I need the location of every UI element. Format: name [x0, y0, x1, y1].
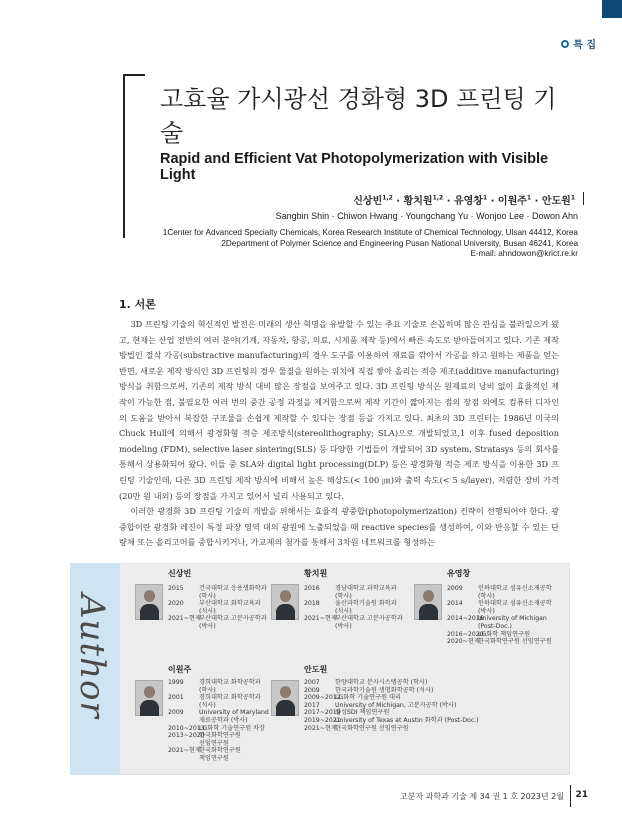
footer-divider	[570, 785, 571, 807]
paragraph: 이러한 광경화 3D 프린팅 기술의 개발을 위해서는 효율적 광중합(photopolymerization) 컨략이 선행되어야 한다. 광중합이란 광경화 레진이 특정 파장 영역 대의 광원에 노출되었을 때 reactive species를 생성하여, 이와 반응할 수 있는 단량체 또는 올리고머를 중합시키거나, 가교제의 첨가를 통해서 3차원 네트워크를 형성하는	[119, 506, 559, 548]
author-photo	[414, 584, 442, 620]
entry: 1999 경희대학교 화학공학과	[168, 679, 261, 686]
entry: 재료공학과 (박사)	[199, 716, 248, 724]
entry: 책임연구원	[199, 754, 229, 762]
entry: (박사)	[199, 622, 216, 630]
section-tag-label: 특 집	[573, 40, 596, 51]
entry: 2018 울산과학기술원 화학과	[304, 600, 397, 608]
entry: 2009~2012 LG화학 기술연구원 대리	[304, 694, 401, 702]
entry: 2017 University of Michigan, 고분자공학 (박사)	[304, 701, 457, 709]
author-entries	[168, 679, 269, 763]
entry: 선임연구원	[199, 739, 229, 747]
author-photo	[135, 680, 163, 716]
affiliations	[163, 228, 578, 260]
entry: 2019~2021 University of Texas at Austin 화학과 (Post-Doc.)	[304, 716, 479, 724]
entry: 2017~2019 삼성SDI 책임연구원	[304, 709, 390, 717]
author-entries	[304, 585, 403, 631]
korean-title: 고효율 가시광선 경화형 3D 프린팅 기술	[160, 85, 557, 147]
entry: (박사)	[335, 622, 352, 630]
section-heading: 1. 서론	[119, 298, 156, 311]
entry: 2014~2016 University of Michigan	[447, 615, 547, 623]
entry: 2021~현재 한국화학연구원 선임연구원	[304, 724, 409, 732]
title-frame-line	[123, 74, 145, 76]
entry: 2009 University of Maryland	[168, 709, 269, 717]
entry: (학사)	[199, 686, 216, 694]
body-text	[119, 317, 559, 551]
entry: 2013~2020 한국화학연구원	[168, 732, 241, 740]
entry: (석사)	[199, 607, 216, 615]
english-title: Rapid and Efficient Vat Photopolymerization with Visible Light	[160, 151, 549, 183]
entry: 2009 한국과학기술원 생명화학공학 (석사)	[304, 686, 434, 694]
entry: 2007 한양대학교 분자시스템공학 (학사)	[304, 679, 428, 686]
entry: 2021~현재 부산대학교 고분자공학과	[304, 615, 403, 623]
entry: 2021~현재 한국화학연구원	[168, 747, 241, 755]
entry: 2001 경희대학교 화학공학과	[168, 694, 261, 702]
entry: 2021~현재 부산대학교 고분자공학과	[168, 615, 267, 623]
entry: 2009 인하대학교 섬유신소재공학	[447, 585, 552, 592]
entry: (Post-Doc.)	[478, 622, 512, 630]
author-name: 유영창	[447, 569, 471, 578]
entry: (석사)	[199, 701, 216, 709]
authors-english: Sangbin Shin · Chiwon Hwang · Youngchang Yu · Wonjoo Lee · Dowon Ahn	[275, 211, 578, 221]
paragraph: 3D 프린팅 기술의 혁신적인 발전은 미래의 생산 혁명을 유발할 수 있는 주요 기술로 손꼽히며 많은 관심을 불러일으켜 왔고, 현재는 산업 전반의 여러 분야(기계, 자동차, 항공, 의료, 시제품 제작 등)에서 빠른 속도로 받아들여지고 있다. 기존 제작 방법인 절삭 가공(substractive manufacturing)의 경우 도구를 이용하여 재료를 깎아서 가공을 하고 원하는 제품을 얻는 반면, 새로운 제작 방식인 3D 프린팅의 경우 물질을 원하는 위치에 직접 쌓아 올리는 적층 제조(additive manufacturing) 방식을 취함으로써, 기존의 제작 방식 대비 많은 장점을 보여주고 있다. 3D 프린팅 방식은 원재료의 낭비 없이 효율적인 제작이 가능한 점, 불필요한 여러 번의 중간 공정 과정을 제거함으로써 제작 기간이 짧아지는 점의 장점 외에도 컴퓨터 디자인의 도움을 받아서 복잡한 구조물을 손쉽게 제작할 수 있다는 장점 등을 가지고 있다. 최초의 3D 프린터는 1986년 미국의 Chuck Hull에 의해서 광경화형 적층 제조방식(stereolithography; SLA)으로 개발되었고,1 이후 fused deposition modeling (FDM), selective laser sintering(SLS) 등 다양한 기법들이 개발되어 3D system, Stratasys 등의 회사를 통해서 상용화되어 왔다. 이들 중 SLA와 digital light processing(DLP) 등은 광경화형 적층 제조 방식을 이용한 3D 프린팅 기술인데, 다른 3D 프린팅 제작 방식에 비해서 높은 해상도(< 100 ㎛)와 출력 속도(< 5 s/layer), 저렴한 장비 가격(20만 원 내외) 등의 장점을 가지고 있어서 널리 사용되고 있다.	[119, 319, 559, 501]
corner-tab	[602, 0, 622, 18]
authors-divider	[583, 192, 584, 205]
entry: 2010~2013 LG화학 기술연구원 차장	[168, 724, 265, 732]
entry: (학사)	[199, 592, 216, 600]
author-name: 신상빈	[168, 569, 192, 578]
affiliation-1: 1Center for Advanced Specialty Chemicals, Korea Research Institute of Chemical Technology, Ulsan 44412, Korea	[162, 228, 578, 237]
entry: (석사)	[335, 607, 352, 615]
author-photo	[271, 584, 299, 620]
author-entries	[304, 679, 479, 732]
title-frame-line	[123, 74, 125, 238]
author-label: Author	[72, 594, 112, 719]
affiliation-2: 2Department of Polymer Science and Engineering Pusan National University, Busan 46241, Korea	[221, 238, 578, 248]
entry: (학사)	[478, 592, 495, 600]
authors-korean: 신상빈$^{1,2}$ · 황치원$^{1,2}$ · 유영창$^1$ · 이원주$^1$ · 안도원$^1$	[353, 194, 576, 207]
author-entries	[447, 585, 552, 646]
entry: 2015 건국대학교 응용생화학과	[168, 585, 267, 592]
author-entries	[168, 585, 267, 631]
author-name: 안도원	[304, 665, 328, 674]
author-name: 이원주	[168, 665, 192, 674]
entry: 2020 부산대학교 화학교육과	[168, 600, 261, 608]
journal-info: 고분자 과학과 기술 제 34 권 1 호 2023년 2월	[399, 792, 564, 801]
contact-email: E-mail: ahndowon@krict.re.kr	[470, 249, 578, 258]
entry: 2016~2020 LG화학 책임연구원	[447, 630, 531, 638]
page-number: 21	[575, 790, 588, 800]
section-tag	[561, 36, 596, 51]
entry: (학사)	[335, 592, 352, 600]
author-name: 황치원	[304, 569, 328, 578]
author-photo	[271, 680, 299, 716]
entry: 2014 인하대학교 섬유신소재공학	[447, 600, 552, 608]
entry: 2020~현재 한국화학연구원 선임연구원	[447, 638, 552, 646]
ring-icon	[561, 40, 569, 48]
author-photo	[135, 584, 163, 620]
entry: (박사)	[478, 607, 495, 615]
entry: 2016 경남대학교 과학교육과	[304, 585, 397, 592]
